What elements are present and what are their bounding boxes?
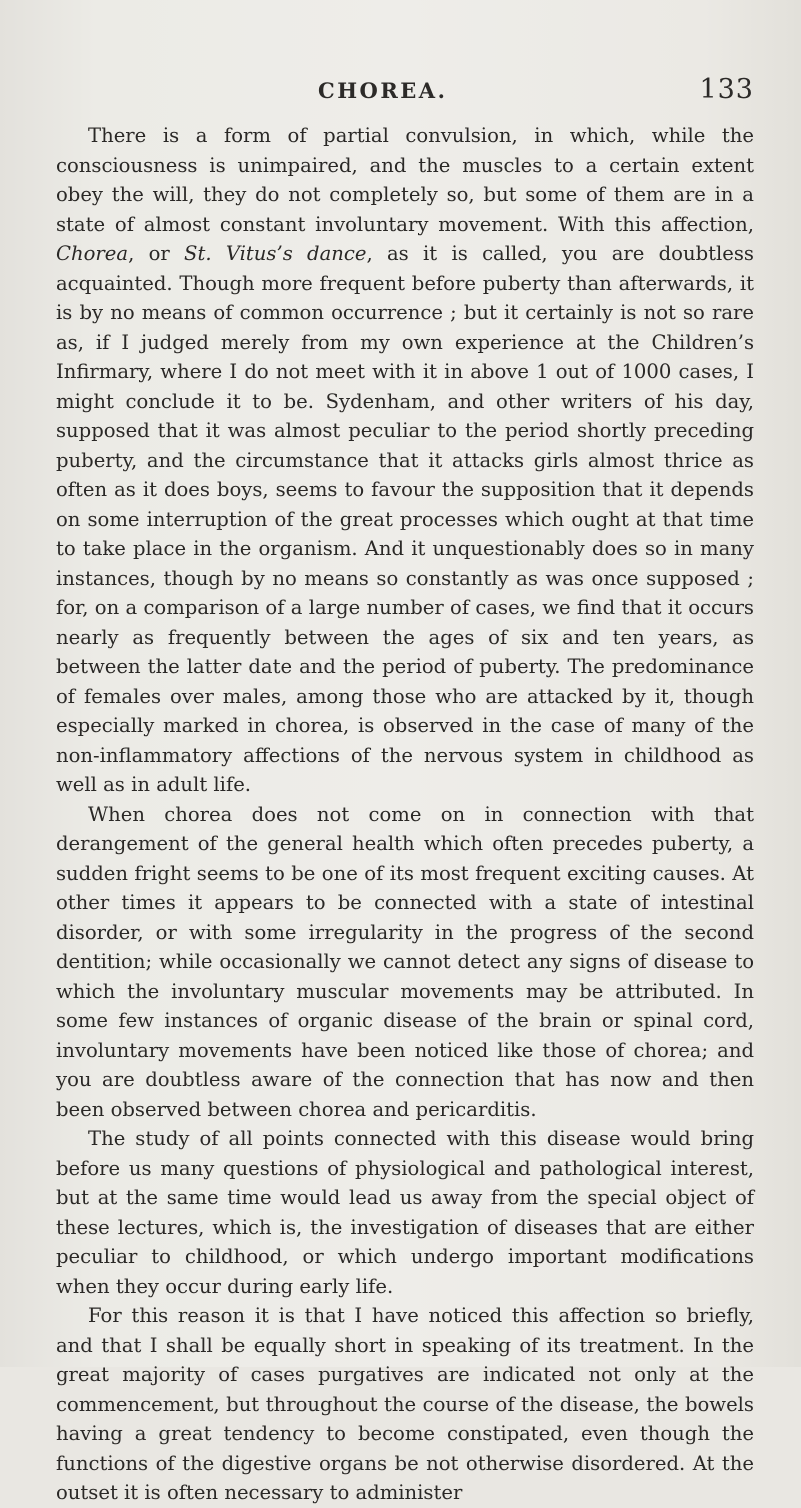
paragraph-4: For this reason it is that I have noticed this affection so briefly, and that I shall be equally short in speaking of its treatment. In the great majority of cases purgatives are indicated not only at the commencement, but throughout the course of the disease, the bowels having a great tendency to become constipated, even though the functions of the digestive organs be not otherwise disordered. At the outset it is often necessary to administer (56, 1304, 754, 1504)
term-chorea: Chorea (56, 242, 129, 265)
page-number: 133 (699, 74, 754, 105)
body-text (56, 121, 754, 1508)
paragraph-1-text-b: , or (128, 242, 185, 265)
paragraph-1-text-c: , as it is called, you are doubtless acquainted. Though more frequent before puberty than afterwards, it is by no means of common occurrence ; but it certainly is not so rare as, if I judged merely from my own experience at the Children’s Infirmary, where I do not meet with it in above 1 out of 1000 cases, I might conclude it to be. Sydenham, and other writers of his day, supposed that it was almost peculiar to the period shortly preceding puberty, and the circumstance that it attacks girls almost thrice as often as it does boys, seems to favour the supposition that it depends on some interruption of the great processes which ought at that time to take place in the organism. And it unquestionably does so in many instances, though by no means so constantly as was once supposed ; for, on a comparison of a large number of cases, we find that it occurs nearly as frequently between the ages of six and ten years, as between the latter date and the period of puberty. The predominance of females over males, among those who are attacked by it, though especially marked in chorea, is observed in the case of many of the non-inflammatory affections of the nervous system in childhood as well as in adult life. (56, 242, 754, 796)
paragraph-3: The study of all points connected with this disease would bring before us many questions of physiological and pathological interest, but at the same time would lead us away from the special object of these lectures, which is, the investigation of diseases that are either peculiar to childhood, or which undergo important modifications when they occur during early life. (56, 1127, 754, 1298)
term-st-vitus-dance: St. Vitus’s dance (184, 242, 367, 265)
paragraph-2: When chorea does not come on in connection with that derangement of the general health which often precedes puberty, a sudden fright seems to be one of its most frequent exciting causes. At other times it appears to be connected with a state of intestinal disorder, or with some irregularity in the progress of the second dentition; while occasionally we cannot detect any signs of disease to which the involuntary muscular movements may be attributed. In some few instances of organic disease of the brain or spinal cord, involuntary movements have been noticed like those of chorea; and you are doubtless aware of the connection that has now and then been observed between chorea and pericarditis. (56, 802, 754, 1121)
running-head (56, 74, 754, 108)
paragraph-1 (56, 121, 754, 800)
paragraph-1-text-a: There is a form of partial convulsion, in which, while the consciousness is unimpaired, and the muscles to a certain extent obey the will, they do not completely so, but some of them are in a state of almost constant involuntary movement. With this affection, (56, 124, 754, 236)
running-title: CHOREA. (318, 78, 448, 103)
